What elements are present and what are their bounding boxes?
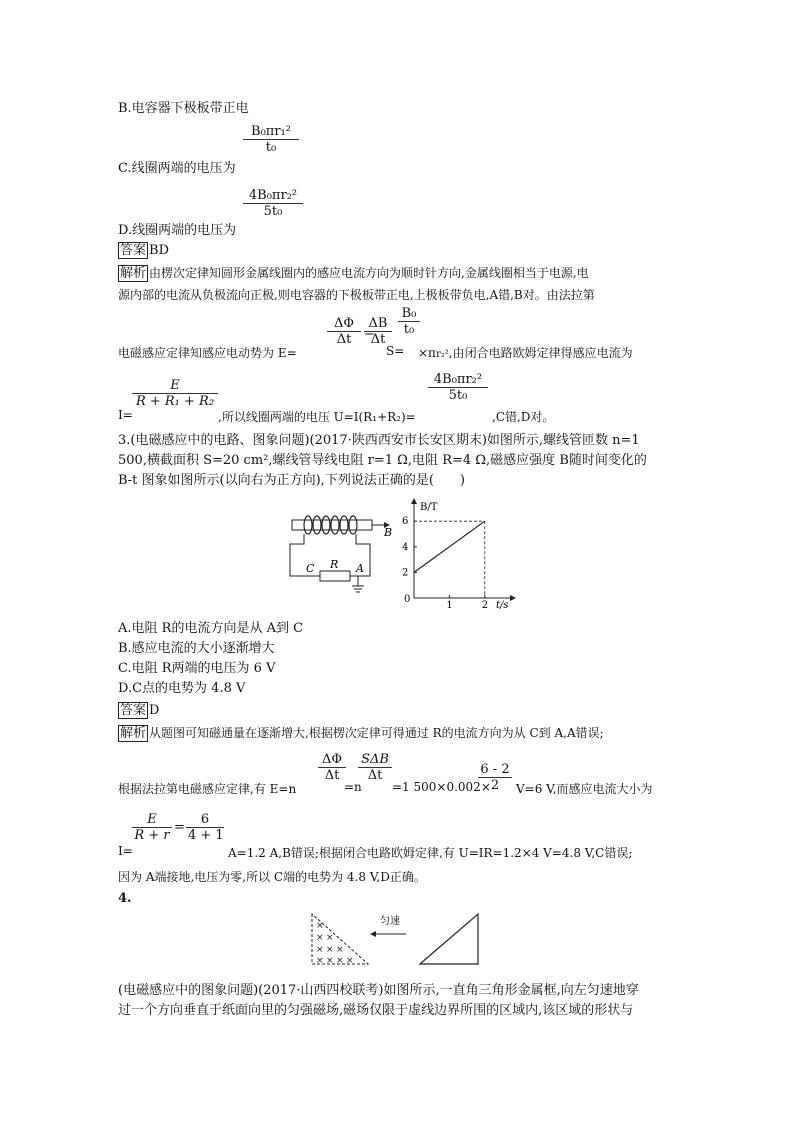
fraction-sdb-dt: SΔB Δt bbox=[358, 752, 392, 783]
fraction-d: 4B₀πr₂² 5t₀ bbox=[243, 188, 303, 219]
analysis-label: 解析 bbox=[120, 726, 147, 741]
b-field-label: B bbox=[384, 526, 393, 539]
question-3-line2: 500,横截面积 S=20 cm²,螺线管导线电阻 r=1 Ω,电阻 R=4 Ω,磁感应强度 B随时间变化的 bbox=[118, 453, 647, 468]
analysis-label: 解析 bbox=[120, 266, 147, 281]
fraction-e-rr: E R + r bbox=[132, 812, 172, 843]
analysis-1-line2: 源内部的电流从负极流向正极,则电容器的下极板带正电,上极板带负电,A错,B对。由法拉第 bbox=[118, 288, 595, 302]
analysis-row-1: 解析 由楞次定律知圆形金属线圈内的感应电流方向为顺时针方向,金属线圈相当于电源,电 bbox=[120, 266, 589, 281]
x-axis-label: t/s bbox=[496, 600, 509, 610]
answer-value: BD bbox=[149, 243, 169, 258]
fraction-c: B₀πr₁² t₀ bbox=[243, 124, 299, 155]
svg-text:×: × bbox=[326, 945, 334, 955]
velocity-arrowhead bbox=[370, 931, 376, 937]
answer-value: D bbox=[149, 703, 160, 718]
question-3-line1: 3.(电磁感应中的电路、图象问题)(2017·陕西西安市长安区期末)如图所示,螺线管匝数 n=1 bbox=[118, 433, 640, 448]
uniform-speed-label: 匀速 bbox=[380, 916, 400, 927]
field-crosses bbox=[316, 921, 354, 966]
x-tick-label-2: 2 bbox=[481, 600, 489, 610]
y-axis-arrow bbox=[411, 498, 417, 504]
question-4-line1: (电磁感应中的图象问题)(2017·山西四校联考)如图所示,一直角三角形金属框,向左匀速地穿 bbox=[118, 983, 639, 998]
fraction-dphi-dt-2: ΔΦ Δt bbox=[318, 752, 346, 783]
option-d: D.线圈两端的电压为 bbox=[118, 223, 237, 238]
resistor-label: R bbox=[330, 558, 339, 571]
q3-option-c: C.电阻 R两端的电压为 6 V bbox=[118, 661, 276, 676]
answer-label: 答案 bbox=[120, 243, 147, 258]
svg-text:×: × bbox=[346, 956, 354, 966]
answer-row-1 bbox=[118, 242, 169, 260]
analysis-3-line3: I= bbox=[118, 844, 133, 858]
q3-option-a: A.电阻 R的电流方向是从 A到 C bbox=[118, 621, 304, 636]
point-a-label: A bbox=[356, 562, 364, 575]
analysis-3-line2: 根据法拉第电磁感应定律,有 E=n bbox=[118, 782, 297, 796]
svg-text:×: × bbox=[316, 933, 324, 943]
svg-text:×: × bbox=[326, 933, 334, 943]
question-4-line2: 过一个方向垂直于纸面向里的匀强磁场,磁场仅限于虚线边界所围的区域内,该区域的形状与 bbox=[118, 1003, 634, 1018]
analysis-1-line3: 电磁感应定律知感应电动势为 E= bbox=[118, 346, 297, 360]
answer-row-3 bbox=[118, 702, 159, 720]
triangle-field-figure bbox=[308, 910, 488, 970]
svg-text:×: × bbox=[316, 921, 324, 931]
data-series-line bbox=[414, 521, 485, 572]
fraction-6-2: 6 - 2 2 bbox=[478, 762, 512, 793]
triangle-frame bbox=[420, 914, 478, 964]
svg-text:×: × bbox=[316, 956, 324, 966]
y-axis-label: B/T bbox=[420, 502, 438, 513]
question-4-number: 4. bbox=[118, 891, 132, 906]
x-tick-label-1: 1 bbox=[446, 600, 453, 610]
svg-text:×: × bbox=[336, 956, 344, 966]
b-t-graph bbox=[396, 498, 516, 610]
fraction-b0-t0: B₀ t₀ bbox=[398, 306, 420, 337]
question-3-line3: B-t 图象如图所示(以向右为正方向),下列说法正确的是( ) bbox=[118, 473, 465, 488]
x-axis-arrow bbox=[510, 595, 516, 601]
fraction-db-dt: ΔB Δt bbox=[364, 316, 392, 347]
solenoid-circuit-figure bbox=[284, 506, 396, 606]
analysis-3-line4: 因为 A端接地,电压为零,所以 C端的电势为 4.8 V,D正确。 bbox=[118, 870, 426, 884]
q3-option-b: B.感应电流的大小逐渐增大 bbox=[118, 641, 275, 656]
option-c: C.线圈两端的电压为 bbox=[118, 161, 236, 176]
fraction-e-over-r: E R + R₁ + R₂ bbox=[132, 378, 218, 409]
y-tick-label-4: 4 bbox=[402, 541, 409, 553]
graph-axes bbox=[411, 498, 516, 601]
q3-option-d: D.C点的电势为 4.8 V bbox=[118, 681, 246, 696]
svg-text:×: × bbox=[326, 956, 334, 966]
fraction-u: 4B₀πr₂² 5t₀ bbox=[428, 372, 488, 403]
origin-label: 0 bbox=[404, 594, 411, 605]
y-tick-label-6: 6 bbox=[402, 516, 409, 528]
point-c-label: C bbox=[306, 562, 315, 575]
option-b: B.电容器下极板带正电 bbox=[118, 101, 249, 116]
analysis-row-3: 解析 从题图可知磁通量在逐渐增大,根据楞次定律可得通过 R的电流方向为从 C到 A,A错误; bbox=[120, 726, 604, 741]
svg-text:×: × bbox=[336, 945, 344, 955]
fraction-6-5: 6 4 + 1 bbox=[188, 812, 224, 843]
answer-label: 答案 bbox=[120, 703, 147, 718]
y-tick-label-2: 2 bbox=[402, 567, 409, 579]
fraction-dphi-dt: ΔΦ Δt bbox=[327, 316, 361, 347]
svg-text:×: × bbox=[316, 945, 324, 955]
